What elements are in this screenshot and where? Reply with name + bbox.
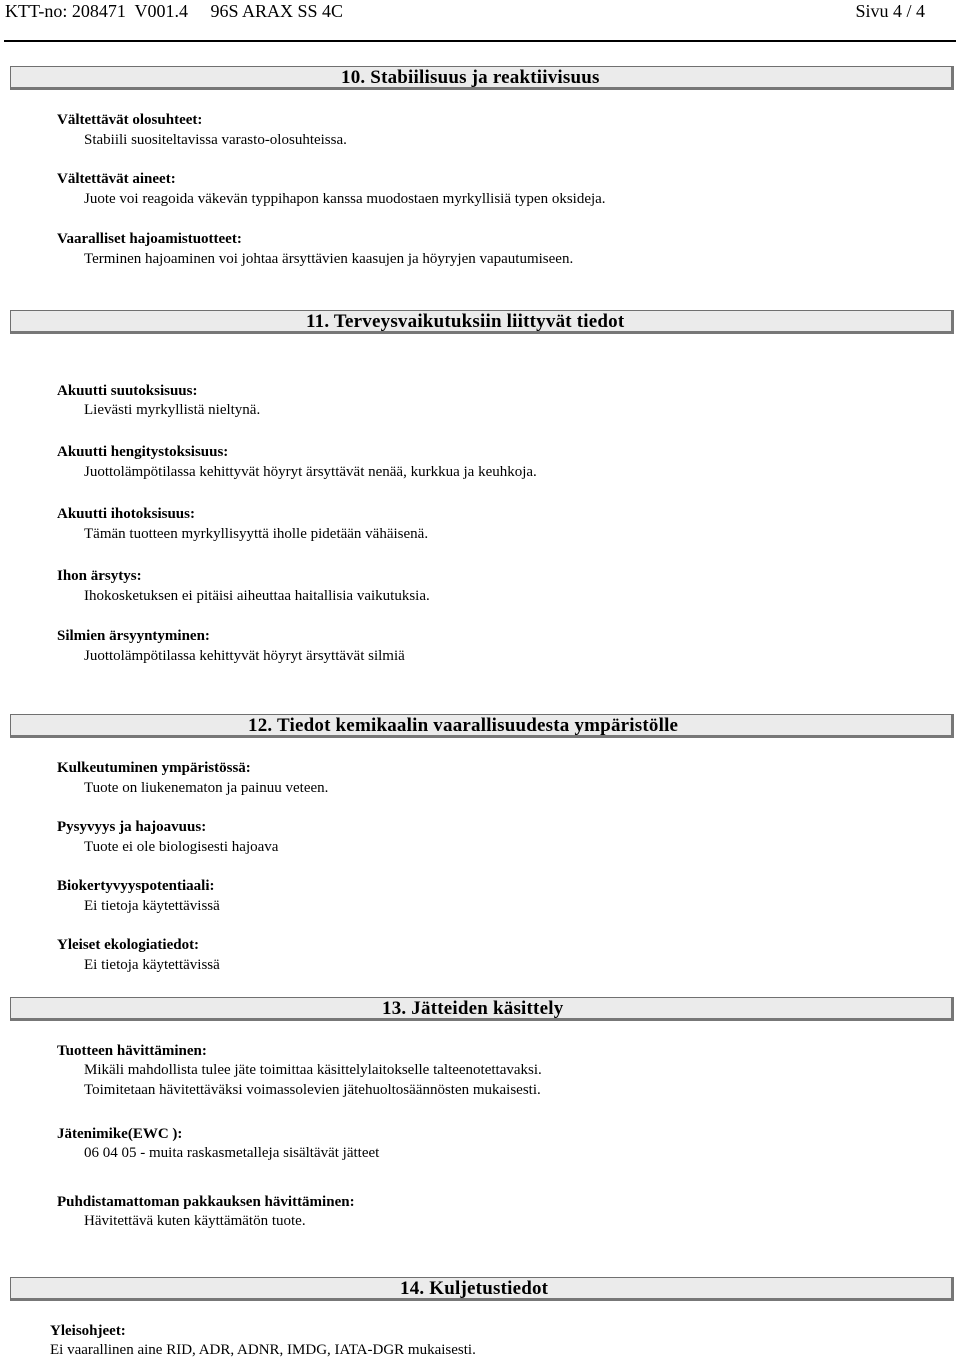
field-value-product-disposal-line1: Mikäli mahdollista tulee jäte toimittaa käsittelylaitokselle talteenotettavaksi. — [84, 1062, 542, 1078]
field-label-eye-irritation: Silmien ärsyyntyminen: — [57, 628, 210, 644]
field-label-general-instructions: Yleisohjeet: — [50, 1323, 126, 1339]
field-value-materials-to-avoid: Juote voi reagoida väkevän typpihapon kanssa muodostaen myrkyllisiä typen oksideja. — [84, 191, 606, 207]
section-14-title: 14. Kuljetustiedot — [400, 1278, 549, 1299]
field-label-bioaccumulation: Biokertyvyyspotentiaali: — [57, 878, 215, 894]
field-value-ecological-info: Ei tietoja käytettävissä — [84, 957, 220, 973]
field-label-product-disposal: Tuotteen hävittäminen: — [57, 1043, 207, 1059]
section-11-title: 11. Terveysvaikutuksiin liittyvät tiedot — [306, 311, 625, 332]
field-value-skin-irritation: Ihokosketuksen ei pitäisi aiheuttaa haitallisia vaikutuksia. — [84, 588, 430, 604]
field-value-general-instructions: Ei vaarallinen aine RID, ADR, ADNR, IMDG, IATA-DGR mukaisesti. — [50, 1342, 476, 1358]
field-value-conditions-to-avoid: Stabiili suositeltavissa varasto-olosuhteissa. — [84, 132, 347, 148]
field-value-acute-oral-toxicity: Lievästi myrkyllistä nieltynä. — [84, 402, 261, 418]
field-value-waste-code: 06 04 05 - muita raskasmetalleja sisältävät jätteet — [84, 1145, 380, 1161]
field-value-bioaccumulation: Ei tietoja käytettävissä — [84, 898, 220, 914]
field-value-eye-irritation: Juottolämpötilassa kehittyvät höyryt ärsyttävät silmiä — [84, 648, 405, 664]
field-label-acute-inhalation-toxicity: Akuutti hengitystoksisuus: — [57, 444, 229, 460]
field-value-product-disposal-line2: Toimitetaan hävitettäväksi voimassolevien jätehuoltosäännösten mukaisesti. — [84, 1082, 541, 1098]
page-header — [0, 0, 960, 44]
section-12-title: 12. Tiedot kemikaalin vaarallisuudesta ympäristölle — [248, 715, 679, 736]
field-label-persistence: Pysyvyys ja hajoavuus: — [57, 819, 207, 835]
field-value-acute-inhalation-toxicity: Juottolämpötilassa kehittyvät höyryt ärsyttävät nenää, kurkkua ja keuhkoja. — [84, 464, 537, 480]
section-13-title: 13. Jätteiden käsittely — [382, 998, 564, 1019]
field-label-materials-to-avoid: Vältettävät aineet: — [57, 171, 176, 187]
field-label-ecological-info: Yleiset ekologiatiedot: — [57, 937, 200, 953]
field-label-decomposition-products: Vaaralliset hajoamistuotteet: — [57, 231, 242, 247]
field-value-persistence: Tuote ei ole biologisesti hajoava — [84, 839, 279, 855]
field-value-acute-dermal-toxicity: Tämän tuotteen myrkyllisyyttä iholle pidetään vähäisenä. — [84, 526, 429, 542]
field-value-packaging-disposal: Hävitettävä kuten käyttämätön tuote. — [84, 1213, 306, 1229]
field-label-conditions-to-avoid: Vältettävät olosuhteet: — [57, 112, 203, 128]
field-label-skin-irritation: Ihon ärsytys: — [57, 568, 142, 584]
document-info: KTT-no: 208471 V001.4 96S ARAX SS 4C — [5, 1, 344, 21]
field-label-waste-code: Jätenimike(EWC ): — [57, 1126, 183, 1142]
header-divider — [4, 40, 956, 42]
field-label-acute-dermal-toxicity: Akuutti ihotoksisuus: — [57, 506, 195, 522]
field-label-acute-oral-toxicity: Akuutti suutoksisuus: — [57, 383, 198, 399]
field-value-mobility: Tuote on liukenematon ja painuu veteen. — [84, 780, 329, 796]
field-value-decomposition-products: Terminen hajoaminen voi johtaa ärsyttävien kaasujen ja höyryjen vapautumiseen. — [84, 251, 574, 267]
field-label-packaging-disposal: Puhdistamattoman pakkauksen hävittäminen: — [57, 1194, 355, 1210]
page-number: Sivu 4 / 4 — [855, 1, 925, 21]
field-label-mobility: Kulkeutuminen ympäristössä: — [57, 760, 251, 776]
section-10-title: 10. Stabiilisuus ja reaktiivisuus — [341, 67, 600, 88]
